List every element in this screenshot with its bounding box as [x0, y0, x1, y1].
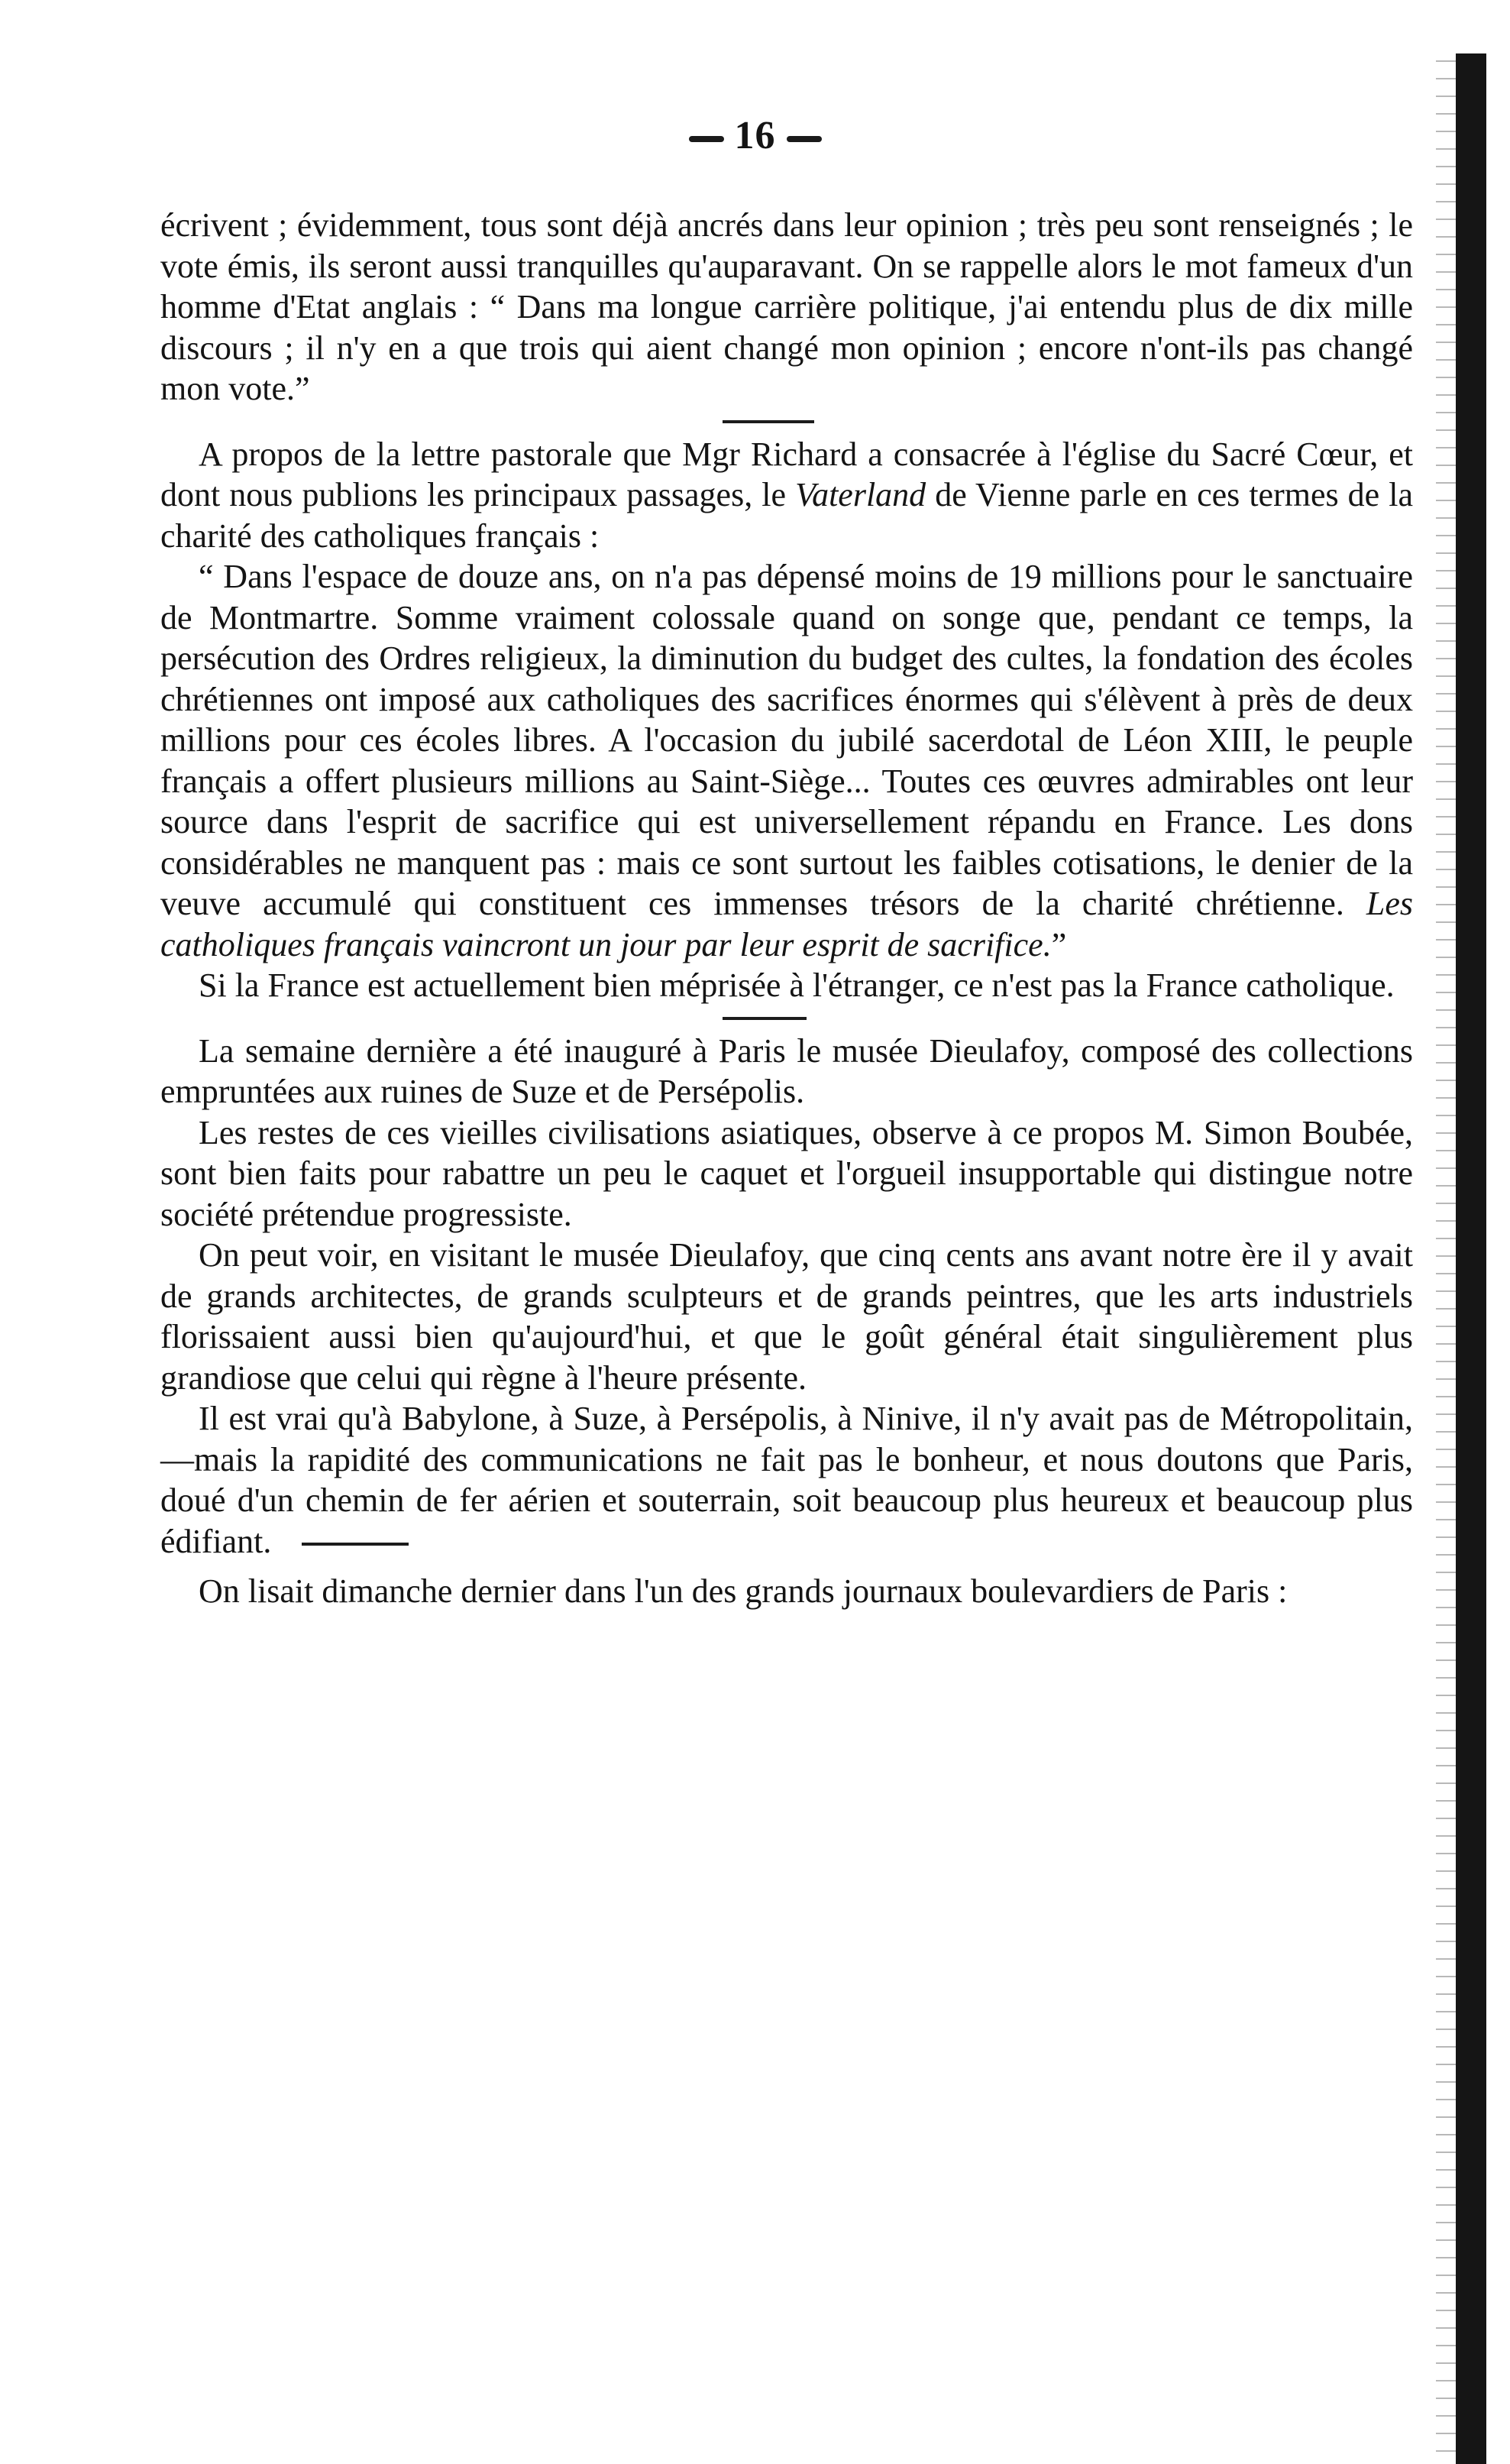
paragraph-pastorale — [160, 434, 1413, 557]
paragraph-continuation: écrivent ; évidemment, tous sont déjà ancrés dans leur opinion ; très peu sont renseignés ; le vote émis, ils seront aussi tranquilles qu'auparavant. On se rappelle alors le mot fameux d'un homme d'Etat anglais : “ Dans ma longue carrière politique, j'ai entendu plus de dix mille discours ; il n'y en a que trois qui aient changé mon opinion ; encore n'ont-ils pas changé mon vote.” — [160, 206, 1413, 407]
paragraph-france-catholique: Si la France est actuellement bien méprisée à l'étranger, ce n'est pas la France catholique. — [199, 966, 1395, 1004]
paragraph-musee-dieulafoy: La semaine dernière a été inauguré à Paris le musée Dieulafoy, composé des collections empruntées aux ruines de Suze et de Persépolis. — [160, 1031, 1413, 1110]
quote-text: “ Dans l'espace de douze ans, on n'a pas dépensé moins de 19 millions pour le sanctuaire de Montmartre. Somme vraiment colossale quand on songe que, pendant ce temps, la persécution des Ordres religieux, la diminution du budget des cultes, la fondation des écoles chrétiennes ont imposé aux catholiques des sacrifices énormes qui s'élèvent à près de deux millions pour ces écoles libres. A l'occasion du jubilé sacerdotal de Léon XIII, le peuple français a offert plusieurs millions au Saint-Siège... Toutes ces œuvres admirables ont leur source dans l'esprit de sacrifice qui est universellement répandu en France. Les dons considérables ne manquent pas : mais ce sont surtout les faibles cotisations, le denier de la veuve accumulé qui constituent ces immenses trésors de la charité chrétienne. — [160, 558, 1413, 922]
paragraph-journaux-boulevardiers: On lisait dimanche dernier dans l'un des grands journaux boulevardiers de Paris : — [199, 1572, 1288, 1610]
paragraph-babylone-text: Il est vrai qu'à Babylone, à Suze, à Persépolis, à Ninive, il n'y avait pas de Métropolitain,—mais la rapidité des communications ne fait pas le bonheur, et nous doutons que Paris, doué d'un chemin de fer aérien et souterrain, soit beaucoup plus heureux et beaucoup plus édifiant. — [160, 1400, 1413, 1560]
newspaper-title-vaterland: Vaterland — [795, 476, 926, 513]
right-flourish-ornament — [787, 136, 822, 142]
section-divider — [723, 420, 814, 423]
page-number-header — [0, 113, 1510, 158]
spacer — [160, 1562, 1413, 1571]
page-edge-shadow — [1436, 53, 1456, 2464]
binding-edge-bar — [1456, 53, 1486, 2464]
paragraph-quote-vaterland — [160, 556, 1413, 965]
article-body — [160, 205, 1413, 1612]
quote-close-mark: ” — [1051, 925, 1067, 963]
paragraph-visite-musee: On peut voir, en visitant le musée Dieulafoy, que cinq cents ans avant notre ère il y avait de grands architectes, de grands sculpteurs et de grands peintres, que les arts industriels florissaient aussi bien qu'aujourd'hui, et que le goût général était singulièrement plus grandiose que celui qui règne à l'heure présente. — [160, 1236, 1413, 1397]
paragraph-civilisations: Les restes de ces vieilles civilisations asiatiques, observe à ce propos M. Simon Boubée, sont bien faits pour rabattre un peu le caquet et l'orgueil insupportable qui distingue notre société prétendue progressiste. — [160, 1113, 1413, 1233]
quote-italic-conclusion: Les catholiques français vaincront un jour par leur esprit de sacrifice. — [160, 885, 1413, 963]
left-flourish-ornament — [689, 136, 724, 142]
paragraph-babylone — [160, 1398, 1413, 1562]
paragraph-pastorale-tail: de Vienne parle en ces termes de la charité des catholiques français : — [160, 476, 1414, 555]
section-divider — [723, 1017, 807, 1020]
page-number: 16 — [734, 114, 776, 157]
paragraph-pastorale-text: A propos de la lettre pastorale que Mgr Richard a consacrée à l'église du Sacré Cœur, et dont nous publions les principaux passages, le — [160, 435, 1413, 513]
inline-section-divider — [302, 1543, 409, 1546]
